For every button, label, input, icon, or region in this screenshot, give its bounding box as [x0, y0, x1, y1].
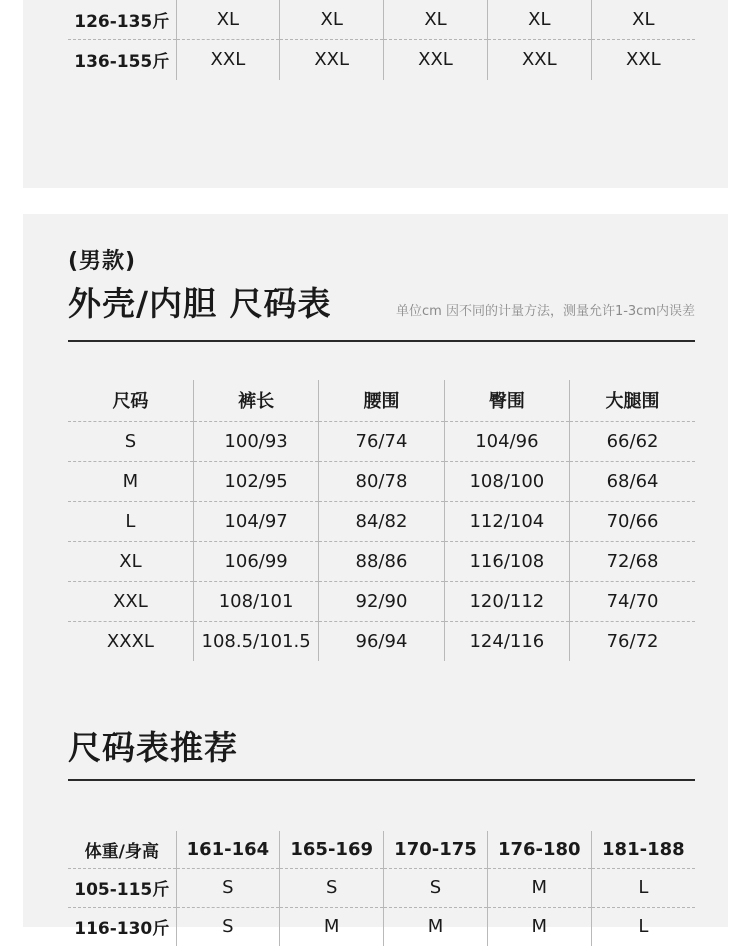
table-cell: 88/86 — [319, 541, 444, 581]
size-cell: M — [487, 907, 591, 946]
recommendation-table — [68, 831, 695, 946]
size-cell: XL — [280, 0, 384, 40]
size-cell: XXL — [176, 40, 280, 80]
size-cell: XL — [176, 0, 280, 40]
size-cell: XXL — [280, 40, 384, 80]
size-cell: XL — [384, 0, 488, 40]
size-cell: L — [591, 907, 695, 946]
table-header-row — [68, 380, 695, 421]
column-header: 体重/身高 — [84, 841, 159, 862]
size-chart-panel — [23, 214, 728, 940]
size-cell: L — [591, 868, 695, 907]
table-cell: 108.5/101.5 — [193, 621, 318, 661]
table-row — [68, 40, 695, 80]
table-cell: 74/70 — [570, 581, 695, 621]
column-header: 170-175 — [384, 831, 488, 868]
table-cell: 112/104 — [444, 501, 569, 541]
recommendation-divider — [68, 779, 695, 781]
size-cell: S — [176, 907, 280, 946]
recommendation-title: 尺码表推荐 — [68, 728, 238, 767]
size-label-cell: XL — [68, 541, 193, 581]
table-cell: 70/66 — [570, 501, 695, 541]
table-cell: 104/96 — [444, 421, 569, 461]
table-cell: 108/101 — [193, 581, 318, 621]
table-cell: 100/93 — [193, 421, 318, 461]
table-cell: 92/90 — [319, 581, 444, 621]
table-row — [68, 581, 695, 621]
section-title: 外壳/内胆 尺码表 — [68, 284, 332, 323]
table-header-row — [68, 831, 695, 868]
table-cell: 124/116 — [444, 621, 569, 661]
column-header: 大腿围 — [570, 380, 695, 421]
table-cell: 80/78 — [319, 461, 444, 501]
size-cell: XXL — [487, 40, 591, 80]
table-row — [68, 501, 695, 541]
table-row — [68, 541, 695, 581]
table-row — [68, 868, 695, 907]
table-cell: 76/74 — [319, 421, 444, 461]
size-label-cell: L — [68, 501, 193, 541]
table-cell: 68/64 — [570, 461, 695, 501]
table-cell: 102/95 — [193, 461, 318, 501]
weight-cell: 116-130斤 — [68, 907, 176, 946]
measurement-note: 单位cm 因不同的计量方法，测量允许1-3cm内误差 — [396, 304, 695, 319]
table-cell: 104/97 — [193, 501, 318, 541]
column-header: 臀围 — [444, 380, 569, 421]
size-label-cell: XXL — [68, 581, 193, 621]
size-cell: XL — [591, 0, 695, 40]
size-cell: M — [280, 907, 384, 946]
size-cell: S — [280, 868, 384, 907]
title-divider — [68, 340, 695, 342]
table-cell: 72/68 — [570, 541, 695, 581]
table-cell: 106/99 — [193, 541, 318, 581]
size-label-cell: M — [68, 461, 193, 501]
size-cell: XXL — [591, 40, 695, 80]
table-row — [68, 621, 695, 661]
size-cell: XL — [487, 0, 591, 40]
column-header: 165-169 — [280, 831, 384, 868]
top-panel — [23, 0, 728, 188]
column-header: 裤长 — [193, 380, 318, 421]
table-cell: 66/62 — [570, 421, 695, 461]
column-header: 181-188 — [591, 831, 695, 868]
section-subtitle: (男款) — [68, 249, 137, 274]
weight-cell: 136-155斤 — [68, 40, 176, 80]
table-cell: 76/72 — [570, 621, 695, 661]
size-label-cell: XXXL — [68, 621, 193, 661]
weight-cell: 126-135斤 — [68, 0, 176, 40]
top-recommendation-table — [68, 0, 695, 80]
table-row — [68, 421, 695, 461]
size-cell: M — [384, 907, 488, 946]
weight-cell: 105-115斤 — [68, 868, 176, 907]
table-cell: 84/82 — [319, 501, 444, 541]
column-header: 176-180 — [487, 831, 591, 868]
column-header: 尺码 — [112, 391, 149, 413]
size-label-cell: S — [68, 421, 193, 461]
table-cell: 108/100 — [444, 461, 569, 501]
size-cell: M — [487, 868, 591, 907]
column-header: 161-164 — [176, 831, 280, 868]
table-row — [68, 0, 695, 40]
column-header: 腰围 — [319, 380, 444, 421]
size-cell: S — [384, 868, 488, 907]
table-cell: 116/108 — [444, 541, 569, 581]
table-cell: 120/112 — [444, 581, 569, 621]
size-cell: XXL — [384, 40, 488, 80]
size-cell: S — [176, 868, 280, 907]
table-cell: 96/94 — [319, 621, 444, 661]
table-row — [68, 461, 695, 501]
size-chart-table — [68, 380, 695, 661]
